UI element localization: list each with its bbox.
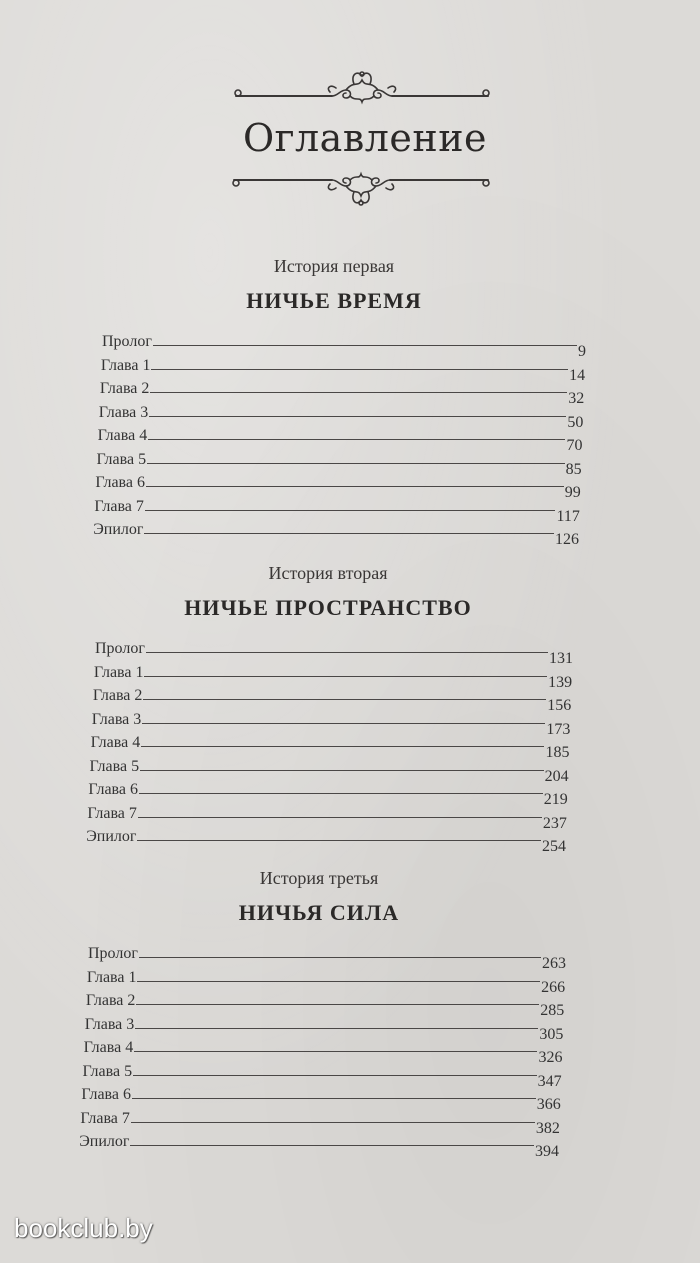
toc-entry-label: Глава 7 <box>94 497 144 515</box>
story-subtitle: История первая <box>273 256 395 276</box>
toc-entry-page: 85 <box>565 460 582 478</box>
toc-entry-label: Глава 6 <box>81 1086 131 1103</box>
toc-entry-label: Глава 1 <box>93 663 144 681</box>
toc-entry-label: Эпилог <box>86 828 137 845</box>
toc-entry <box>98 397 584 431</box>
toc-entry <box>86 962 566 996</box>
story-heading: НИЧЬЯ СИЛА <box>238 900 400 925</box>
toc-leader-line <box>140 769 544 771</box>
toc-entry-label: Глава 6 <box>95 474 145 491</box>
toc-leader-line <box>144 675 547 677</box>
toc-entry <box>79 1126 559 1160</box>
toc-leader-line <box>146 485 564 487</box>
toc-entry <box>82 1056 562 1090</box>
toc-leader-line <box>142 722 545 724</box>
toc-entry-label: Глава 5 <box>96 450 147 468</box>
toc-entry-label: Пролог <box>95 640 145 657</box>
toc-entry-label: Глава 4 <box>90 734 141 751</box>
top-ornament-icon <box>234 66 490 106</box>
toc-entry-label: Глава 5 <box>82 1062 133 1080</box>
toc-leader-line <box>130 1144 534 1146</box>
toc-entry-label: Глава 2 <box>85 992 136 1009</box>
toc-entry-page: 394 <box>534 1143 559 1160</box>
toc-entry-page: 70 <box>566 437 583 454</box>
toc-leader-line <box>150 391 567 393</box>
toc-entry-page: 285 <box>540 1002 565 1019</box>
toc-entry-page: 266 <box>541 978 566 996</box>
toc-entry <box>88 938 566 972</box>
toc-entry <box>84 1009 564 1043</box>
toc-entry-label: Глава 3 <box>84 1015 135 1033</box>
toc-entry-page: 173 <box>546 720 571 738</box>
toc-entry-page: 131 <box>549 650 573 667</box>
toc-entry <box>86 821 566 855</box>
toc-leader-line <box>138 816 542 818</box>
toc-leader-line <box>143 698 546 700</box>
toc-entry <box>97 420 583 454</box>
toc-entry <box>92 680 572 714</box>
toc-entry <box>83 1032 563 1066</box>
toc-entry-page: 117 <box>556 507 580 525</box>
toc-entry <box>89 751 569 785</box>
toc-entry <box>85 985 565 1019</box>
toc-entry-page: 204 <box>544 767 569 785</box>
story-heading: НИЧЬЕ ПРОСТРАНСТВО <box>184 595 472 620</box>
toc-entry-page: 382 <box>535 1119 560 1137</box>
toc-entry <box>99 373 585 407</box>
toc-entry-page: 156 <box>547 697 572 714</box>
toc-entry-label: Пролог <box>88 945 138 962</box>
toc-leader-line <box>135 1027 538 1029</box>
toc-entry-label: Глава 2 <box>99 380 150 397</box>
toc-entry <box>95 633 573 667</box>
toc-entry-label: Глава 7 <box>80 1109 130 1127</box>
toc-leader-line <box>139 792 543 794</box>
toc-leader-line <box>141 745 544 747</box>
toc-entry-page: 14 <box>569 366 586 384</box>
story-heading: НИЧЬЕ ВРЕМЯ <box>246 288 422 313</box>
toc-entry-page: 305 <box>539 1025 564 1043</box>
toc-entry-label: Глава 3 <box>91 710 142 728</box>
toc-leader-line <box>134 1050 537 1052</box>
toc-entry-page: 185 <box>545 744 570 761</box>
toc-entry <box>81 1079 561 1113</box>
toc-leader-line <box>153 344 577 346</box>
toc-leader-line <box>139 956 541 958</box>
toc-leader-line <box>145 509 556 511</box>
toc-entry-page: 50 <box>567 413 584 431</box>
toc-entry <box>91 704 571 738</box>
toc-entry-label: Пролог <box>102 333 152 350</box>
toc-entry-page: 139 <box>548 673 573 691</box>
toc-entry <box>102 326 586 360</box>
toc-entry <box>93 657 573 691</box>
toc-leader-line <box>136 1003 539 1005</box>
bottom-ornament-icon <box>232 170 490 210</box>
toc-entry-label: Глава 4 <box>83 1039 134 1056</box>
toc-entry-label: Глава 3 <box>98 403 149 421</box>
toc-entry <box>95 467 581 501</box>
toc-entry <box>87 798 567 832</box>
toc-entry-page: 32 <box>568 390 585 407</box>
toc-leader-line <box>146 651 548 653</box>
toc-entry <box>94 491 580 525</box>
toc-leader-line <box>144 532 554 534</box>
toc-entry-page: 99 <box>564 484 581 501</box>
watermark: bookclub.by <box>14 1213 153 1243</box>
toc-entry-page: 237 <box>542 814 567 832</box>
toc-leader-line <box>151 368 568 370</box>
toc-entry-label: Глава 6 <box>88 781 138 798</box>
toc-entry-label: Эпилог <box>93 521 144 538</box>
story-subtitle: История третья <box>259 868 379 888</box>
toc-entry <box>100 350 586 384</box>
toc-leader-line <box>131 1121 535 1123</box>
toc-entry-page: 254 <box>541 838 566 855</box>
toc-entry <box>96 444 582 478</box>
toc-entry-page: 263 <box>542 955 566 972</box>
toc-leader-line <box>149 415 566 417</box>
page-title: Оглавление <box>242 116 488 160</box>
toc-leader-line <box>133 1074 537 1076</box>
toc-leader-line <box>132 1097 536 1099</box>
toc-entry-label: Глава 1 <box>100 356 151 374</box>
toc-entry-page: 366 <box>536 1096 561 1113</box>
story-subtitle: История вторая <box>268 563 388 583</box>
toc-entry-page: 347 <box>537 1072 562 1090</box>
toc-entry <box>88 774 568 808</box>
toc-leader-line <box>137 980 540 982</box>
toc-entry <box>93 514 579 548</box>
toc-entry-page: 219 <box>543 791 568 808</box>
toc-entry <box>80 1103 560 1137</box>
toc-entry-page: 126 <box>554 531 579 548</box>
toc-entry-label: Глава 2 <box>92 687 143 704</box>
toc-entry-label: Глава 4 <box>97 427 148 444</box>
toc-entry-label: Глава 1 <box>86 968 137 986</box>
toc-leader-line <box>147 462 565 464</box>
toc-entry-page: 9 <box>578 343 586 360</box>
toc-entry-label: Глава 5 <box>89 757 140 775</box>
toc-entry <box>90 727 570 761</box>
toc-entry-label: Глава 7 <box>87 804 137 822</box>
toc-leader-line <box>148 438 565 440</box>
toc-leader-line <box>137 839 541 841</box>
toc-entry-label: Эпилог <box>79 1133 130 1150</box>
toc-entry-page: 326 <box>538 1049 563 1066</box>
